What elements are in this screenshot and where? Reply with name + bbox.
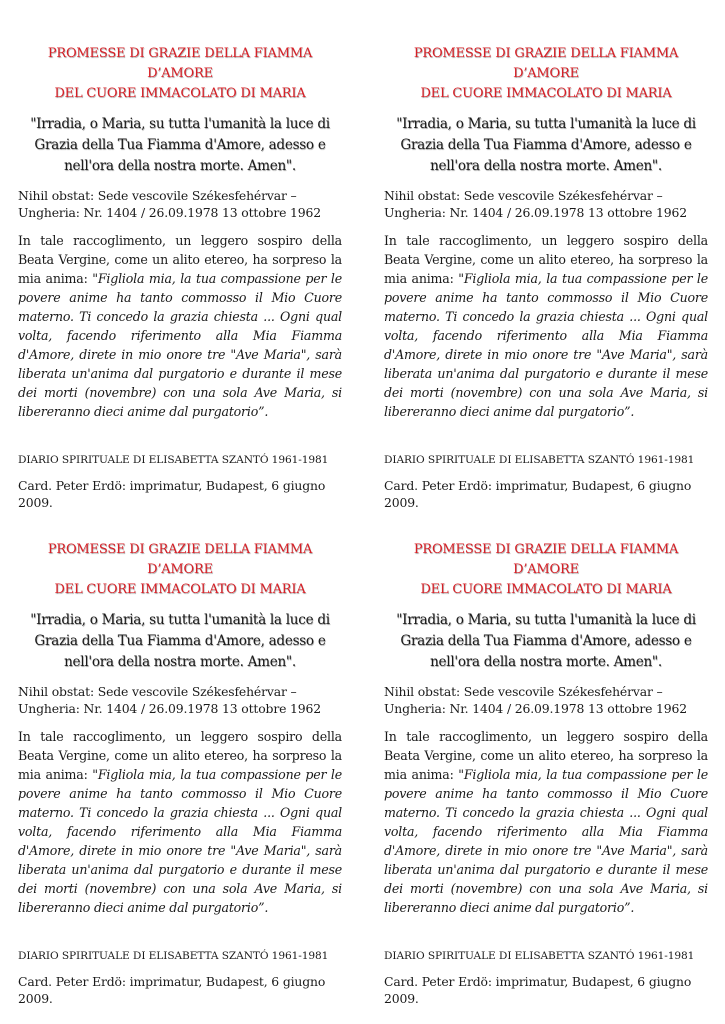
card-title-line2: DEL CUORE IMMACOLATO DI MARIA [54, 582, 306, 597]
body-paragraph [384, 727, 708, 917]
card-title-line1: PROMESSE DI GRAZIE DELLA FIAMMA D’AMORE [413, 542, 679, 577]
card-title [384, 540, 708, 600]
body-quote: "Figliola mia, la tua compassione per le povere anime ha tanto commosso il Mio Cuore materno. Ti concedo la grazia chiesta ... Ogni qual volta, facendo riferimento alla Mia Fiamma d'Amore, direte in mio onore tre "Ave Maria", sarà liberata un'anima dal purgatorio e durante il mese dei morti (novembre) con una sola Ave Maria, si libereranno dieci anime dal purgatorio”. [18, 767, 342, 915]
nihil-obstat: Nihil obstat: Sede vescovile Székesfehérvar – Ungheria: Nr. 1404 / 26.09.1978 13 ottobre 1962 [18, 684, 321, 716]
body-quote: "Figliola mia, la tua compassione per le povere anime ha tanto commosso il Mio Cuore materno. Ti concedo la grazia chiesta ... Ogni qual volta, facendo riferimento alla Mia Fiamma d'Amore, direte in mio onore tre "Ave Maria", sarà liberata un'anima dal purgatorio e durante il mese dei morti (novembre) con una sola Ave Maria, si libereranno dieci anime dal purgatorio”. [18, 271, 342, 419]
prayer-card-top-left [18, 44, 342, 511]
body-intro: In tale raccoglimento, un leggero sospiro della Beata Vergine, come un alito etereo, ha sorpreso la mia anima: [18, 729, 342, 782]
body-quote: "Figliola mia, la tua compassione per le povere anime ha tanto commosso il Mio Cuore materno. Ti concedo la grazia chiesta ... Ogni qual volta, facendo riferimento alla Mia Fiamma d'Amore, direte in mio onore tre "Ave Maria", sarà liberata un'anima dal purgatorio e durante il mese dei morti (novembre) con una sola Ave Maria, si libereranno dieci anime dal purgatorio”. [384, 767, 708, 915]
imprimatur: Card. Peter Erdö: imprimatur, Budapest, 6 giugno 2009. [384, 478, 692, 510]
imprimatur: Card. Peter Erdö: imprimatur, Budapest, 6 giugno 2009. [18, 478, 326, 510]
diary-source: DIARIO SPIRITUALE DI ELISABETTA SZANTÓ 1961-1981 [384, 454, 695, 466]
imprimatur: Card. Peter Erdö: imprimatur, Budapest, 6 giugno 2009. [18, 974, 326, 1006]
prayer-card-top-right [384, 44, 708, 511]
prayer-text: "Irradia, o Maria, su tutta l'umanità la luce di Grazia della Tua Fiamma d'Amore, adesso e nell'ora della nostra morte. Amen". [30, 612, 330, 670]
prayer-text: "Irradia, o Maria, su tutta l'umanità la luce di Grazia della Tua Fiamma d'Amore, adesso e nell'ora della nostra morte. Amen". [396, 116, 696, 174]
card-title-line2: DEL CUORE IMMACOLATO DI MARIA [420, 582, 672, 597]
prayer-text: "Irradia, o Maria, su tutta l'umanità la luce di Grazia della Tua Fiamma d'Amore, adesso e nell'ora della nostra morte. Amen". [396, 612, 696, 670]
prayer-card-bottom-right [384, 540, 708, 1007]
body-paragraph [18, 727, 342, 917]
diary-source: DIARIO SPIRITUALE DI ELISABETTA SZANTÓ 1961-1981 [18, 950, 329, 962]
nihil-obstat: Nihil obstat: Sede vescovile Székesfehérvar – Ungheria: Nr. 1404 / 26.09.1978 13 ottobre 1962 [384, 684, 687, 716]
nihil-obstat: Nihil obstat: Sede vescovile Székesfehérvar – Ungheria: Nr. 1404 / 26.09.1978 13 ottobre 1962 [384, 188, 687, 220]
imprimatur: Card. Peter Erdö: imprimatur, Budapest, 6 giugno 2009. [384, 974, 692, 1006]
diary-source: DIARIO SPIRITUALE DI ELISABETTA SZANTÓ 1961-1981 [384, 950, 695, 962]
body-intro: In tale raccoglimento, un leggero sospiro della Beata Vergine, come un alito etereo, ha sorpreso la mia anima: [384, 729, 708, 782]
card-title-line1: PROMESSE DI GRAZIE DELLA FIAMMA D’AMORE [47, 46, 313, 81]
card-title-line1: PROMESSE DI GRAZIE DELLA FIAMMA D’AMORE [413, 46, 679, 81]
card-title-line1: PROMESSE DI GRAZIE DELLA FIAMMA D’AMORE [47, 542, 313, 577]
card-title [384, 44, 708, 104]
nihil-obstat: Nihil obstat: Sede vescovile Székesfehérvar – Ungheria: Nr. 1404 / 26.09.1978 13 ottobre 1962 [18, 188, 321, 220]
card-title-line2: DEL CUORE IMMACOLATO DI MARIA [54, 86, 306, 101]
card-title [18, 44, 342, 104]
body-paragraph [18, 231, 342, 421]
prayer-text: "Irradia, o Maria, su tutta l'umanità la luce di Grazia della Tua Fiamma d'Amore, adesso e nell'ora della nostra morte. Amen". [30, 116, 330, 174]
diary-source: DIARIO SPIRITUALE DI ELISABETTA SZANTÓ 1961-1981 [18, 454, 329, 466]
card-title-line2: DEL CUORE IMMACOLATO DI MARIA [420, 86, 672, 101]
body-intro: In tale raccoglimento, un leggero sospiro della Beata Vergine, come un alito etereo, ha sorpreso la mia anima: [18, 233, 342, 286]
card-title [18, 540, 342, 600]
body-intro: In tale raccoglimento, un leggero sospiro della Beata Vergine, come un alito etereo, ha sorpreso la mia anima: [384, 233, 708, 286]
body-paragraph [384, 231, 708, 421]
prayer-card-bottom-left [18, 540, 342, 1007]
body-quote: "Figliola mia, la tua compassione per le povere anime ha tanto commosso il Mio Cuore materno. Ti concedo la grazia chiesta ... Ogni qual volta, facendo riferimento alla Mia Fiamma d'Amore, direte in mio onore tre "Ave Maria", sarà liberata un'anima dal purgatorio e durante il mese dei morti (novembre) con una sola Ave Maria, si libereranno dieci anime dal purgatorio”. [384, 271, 708, 419]
